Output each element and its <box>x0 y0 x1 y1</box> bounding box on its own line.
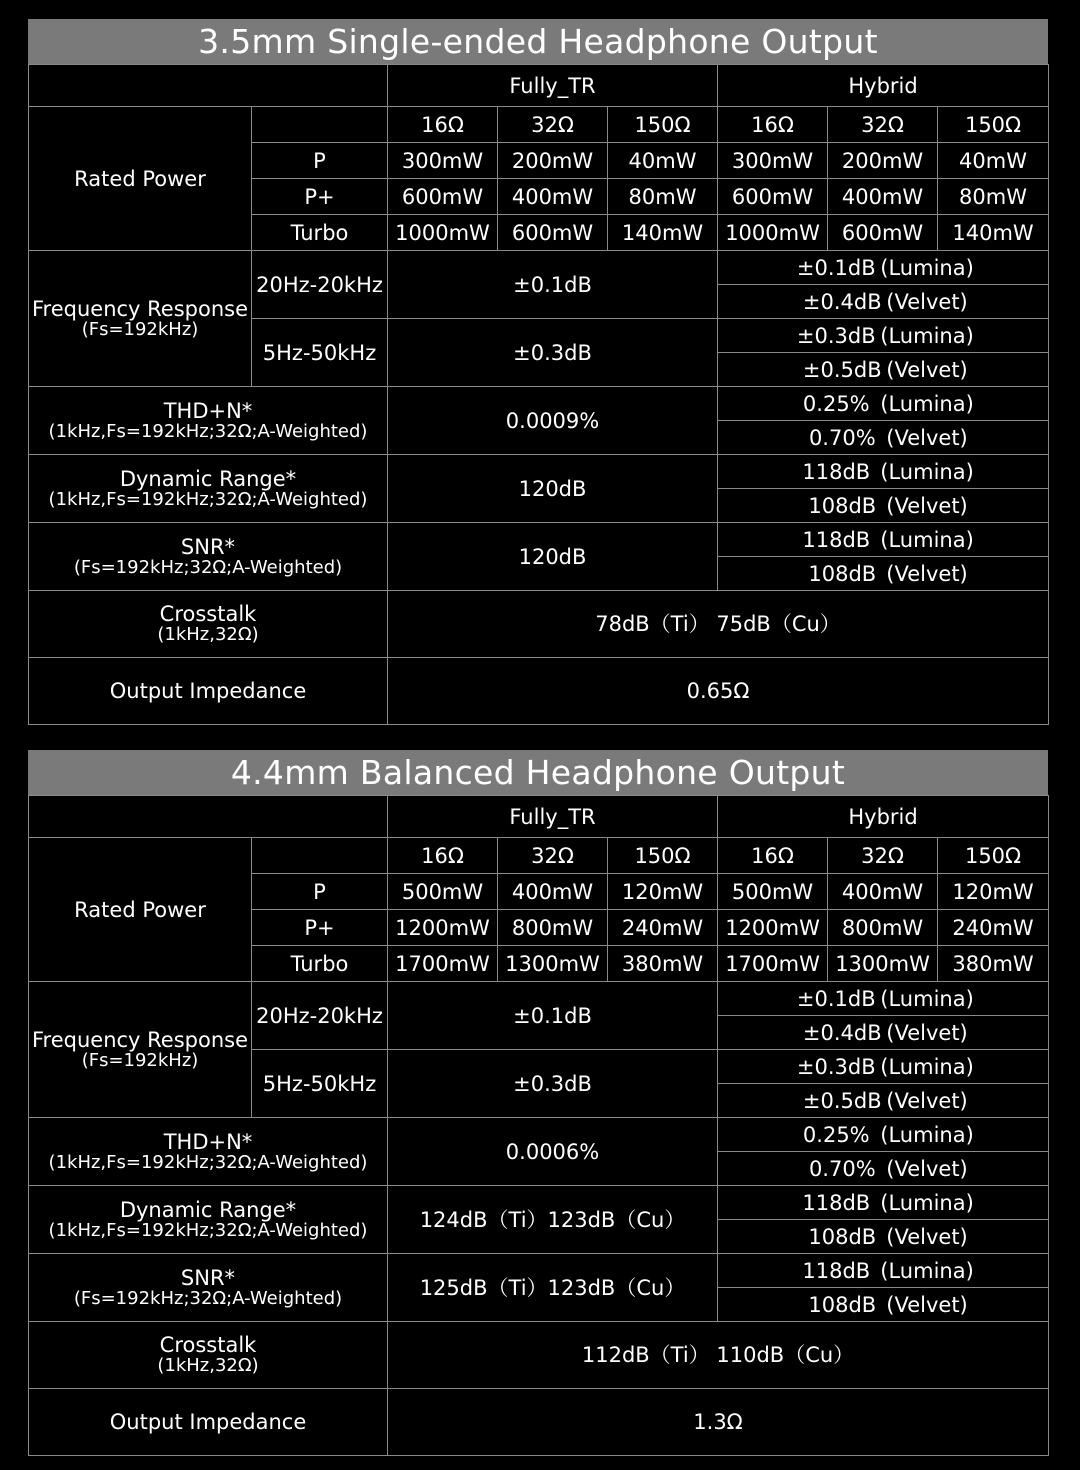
fully-tr-power-value: 200mW <box>498 143 608 179</box>
rated-power-label-cell <box>29 838 252 982</box>
table-row <box>29 65 1049 107</box>
frequency-response-label-cell <box>29 251 252 387</box>
table-row <box>29 523 1049 557</box>
fully-tr-power-value: 800mW <box>498 910 608 946</box>
rated-power-label: Rated Power <box>74 897 206 922</box>
hybrid-frequency-cell-note: (Velvet) <box>886 289 968 314</box>
empty-corner-cell <box>29 65 388 107</box>
table-row <box>29 1389 1049 1456</box>
load-header: 32Ω <box>498 107 608 143</box>
power-mode-label: P <box>252 143 388 179</box>
dynamic-range-label-cell <box>29 455 388 523</box>
output-impedance-value: 0.65Ω <box>388 658 1049 725</box>
fully-tr-thd-n-value: 0.0006% <box>388 1118 718 1186</box>
fully-tr-power-value: 240mW <box>608 910 718 946</box>
crosstalk-value: 78dB（Ti） 75dB（Cu） <box>388 591 1049 658</box>
hybrid-snr-cell-note: (Lumina) <box>880 1258 974 1283</box>
load-header: 16Ω <box>388 107 498 143</box>
frequency-response-label: Frequency Response <box>31 296 249 321</box>
frequency-response-label: Frequency Response <box>31 1027 249 1052</box>
hybrid-thd-n-cell-note: (Velvet) <box>886 1156 968 1181</box>
load-header: 150Ω <box>938 107 1049 143</box>
fully-tr-power-value: 40mW <box>608 143 718 179</box>
output-impedance-label-cell <box>29 1389 388 1456</box>
hybrid-dynamic-range-cell-value: 118dB <box>802 1190 871 1215</box>
hybrid-frequency-cell-note: (Lumina) <box>880 1054 974 1079</box>
hybrid-power-value: 600mW <box>718 179 828 215</box>
hybrid-dynamic-range-cell <box>718 455 1049 489</box>
hybrid-snr-cell-note: (Velvet) <box>886 1292 968 1317</box>
thd-n-conditions: (1kHz,Fs=192kHz;32Ω;A-Weighted) <box>48 1151 368 1173</box>
fully-tr-frequency-value: ±0.3dB <box>388 1050 718 1118</box>
fully-tr-power-value: 400mW <box>498 179 608 215</box>
table-row <box>29 251 1049 285</box>
frequency-range-label: 20Hz-20kHz <box>252 982 388 1050</box>
hybrid-frequency-cell-value: ±0.1dB <box>796 255 876 280</box>
dynamic-range-label-cell <box>29 1186 388 1254</box>
output-impedance-label: Output Impedance <box>109 679 307 703</box>
hybrid-frequency-cell <box>718 982 1049 1016</box>
hybrid-frequency-cell-note: (Velvet) <box>886 1020 968 1045</box>
hybrid-power-value: 80mW <box>938 179 1049 215</box>
hybrid-frequency-cell <box>718 319 1049 353</box>
dynamic-range-label: Dynamic Range* <box>119 1197 297 1222</box>
hybrid-power-value: 500mW <box>718 874 828 910</box>
load-header: 150Ω <box>608 107 718 143</box>
section-4-4mm <box>28 750 1048 1456</box>
load-header: 16Ω <box>718 838 828 874</box>
rated-power-label-cell <box>29 107 252 251</box>
hybrid-power-value: 400mW <box>828 874 938 910</box>
hybrid-power-value: 140mW <box>938 215 1049 251</box>
hybrid-thd-n-cell <box>718 421 1049 455</box>
fully-tr-thd-n-value: 0.0009% <box>388 387 718 455</box>
hybrid-snr-cell-value: 108dB <box>808 561 877 586</box>
table-row <box>29 658 1049 725</box>
hybrid-thd-n-cell-value: 0.25% <box>802 391 870 416</box>
hybrid-snr-cell-note: (Velvet) <box>886 561 968 586</box>
load-header: 150Ω <box>608 838 718 874</box>
output-impedance-value: 1.3Ω <box>388 1389 1049 1456</box>
thd-n-label-cell <box>29 387 388 455</box>
hybrid-thd-n-cell-note: (Lumina) <box>880 1122 974 1147</box>
hybrid-thd-n-cell-value: 0.70% <box>808 425 876 450</box>
table-row <box>29 1322 1049 1389</box>
hybrid-frequency-cell-value: ±0.4dB <box>802 1020 882 1045</box>
hybrid-dynamic-range-cell-note: (Velvet) <box>886 1224 968 1249</box>
power-mode-label: Turbo <box>252 946 388 982</box>
hybrid-dynamic-range-cell-value: 108dB <box>808 1224 877 1249</box>
hybrid-power-value: 240mW <box>938 910 1049 946</box>
hybrid-thd-n-cell <box>718 387 1049 421</box>
hybrid-power-value: 120mW <box>938 874 1049 910</box>
fully-tr-power-value: 1200mW <box>388 910 498 946</box>
power-mode-label: P <box>252 874 388 910</box>
dynamic-range-label: Dynamic Range* <box>119 466 297 491</box>
crosstalk-label-cell <box>29 591 388 658</box>
hybrid-power-value: 800mW <box>828 910 938 946</box>
power-mode-label: P+ <box>252 910 388 946</box>
hybrid-power-value: 200mW <box>828 143 938 179</box>
hybrid-snr-cell-value: 118dB <box>802 1258 871 1283</box>
fully-tr-frequency-value: ±0.1dB <box>388 251 718 319</box>
empty-mode-cell <box>252 838 388 874</box>
hybrid-frequency-cell-note: (Velvet) <box>886 1088 968 1113</box>
table-row <box>29 1118 1049 1152</box>
fully-tr-dynamic-range-value: 120dB <box>388 455 718 523</box>
hybrid-dynamic-range-cell-note: (Lumina) <box>880 459 974 484</box>
hybrid-frequency-cell-note: (Lumina) <box>880 986 974 1011</box>
crosstalk-label: Crosstalk <box>159 602 257 626</box>
hybrid-frequency-cell <box>718 1050 1049 1084</box>
frequency-response-conditions: (Fs=192kHz) <box>81 1049 199 1071</box>
fully-tr-power-value: 500mW <box>388 874 498 910</box>
crosstalk-conditions: (1kHz,32Ω) <box>157 1355 259 1376</box>
hybrid-power-value: 1300mW <box>828 946 938 982</box>
hybrid-frequency-cell-value: ±0.1dB <box>796 986 876 1011</box>
frequency-range-label: 20Hz-20kHz <box>252 251 388 319</box>
crosstalk-label: Crosstalk <box>159 1333 257 1357</box>
snr-label-cell <box>29 523 388 591</box>
hybrid-dynamic-range-cell-note: (Velvet) <box>886 493 968 518</box>
hybrid-power-value: 300mW <box>718 143 828 179</box>
group-header-hybrid: Hybrid <box>718 65 1049 107</box>
rated-power-label: Rated Power <box>74 166 206 191</box>
hybrid-dynamic-range-cell-note: (Lumina) <box>880 1190 974 1215</box>
group-header-fully-tr: Fully_TR <box>388 796 718 838</box>
fully-tr-frequency-value: ±0.1dB <box>388 982 718 1050</box>
thd-n-label: THD+N* <box>163 398 253 423</box>
hybrid-frequency-cell <box>718 353 1049 387</box>
snr-label: SNR* <box>180 534 236 559</box>
frequency-response-label-cell <box>29 982 252 1118</box>
hybrid-frequency-cell-note: (Lumina) <box>880 323 974 348</box>
hybrid-snr-cell-value: 108dB <box>808 1292 877 1317</box>
fully-tr-power-value: 120mW <box>608 874 718 910</box>
table-row <box>29 982 1049 1016</box>
hybrid-snr-cell-value: 118dB <box>802 527 871 552</box>
hybrid-frequency-cell-note: (Lumina) <box>880 255 974 280</box>
load-header: 32Ω <box>828 838 938 874</box>
hybrid-power-value: 1700mW <box>718 946 828 982</box>
hybrid-power-value: 1000mW <box>718 215 828 251</box>
fully-tr-snr-value: 120dB <box>388 523 718 591</box>
table-row <box>29 107 1049 143</box>
hybrid-power-value: 400mW <box>828 179 938 215</box>
load-header: 16Ω <box>718 107 828 143</box>
hybrid-frequency-cell-value: ±0.4dB <box>802 289 882 314</box>
fully-tr-frequency-value: ±0.3dB <box>388 319 718 387</box>
hybrid-snr-cell <box>718 557 1049 591</box>
dynamic-range-conditions: (1kHz,Fs=192kHz;32Ω;A-Weighted) <box>48 1219 368 1241</box>
hybrid-frequency-cell <box>718 1016 1049 1050</box>
frequency-response-conditions: (Fs=192kHz) <box>81 318 199 340</box>
hybrid-dynamic-range-cell <box>718 1220 1049 1254</box>
fully-tr-power-value: 140mW <box>608 215 718 251</box>
dynamic-range-conditions: (1kHz,Fs=192kHz;32Ω;A-Weighted) <box>48 488 368 510</box>
section-title: 4.4mm Balanced Headphone Output <box>28 750 1048 795</box>
table-row <box>29 1186 1049 1220</box>
table-row <box>29 1254 1049 1288</box>
hybrid-frequency-cell-value: ±0.3dB <box>796 323 876 348</box>
table-row <box>29 796 1049 838</box>
group-header-fully-tr: Fully_TR <box>388 65 718 107</box>
load-header: 16Ω <box>388 838 498 874</box>
fully-tr-power-value: 80mW <box>608 179 718 215</box>
fully-tr-power-value: 300mW <box>388 143 498 179</box>
table-row <box>29 455 1049 489</box>
section-title: 3.5mm Single-ended Headphone Output <box>28 19 1048 64</box>
fully-tr-snr-value: 125dB（Ti）123dB（Cu） <box>388 1254 718 1322</box>
hybrid-frequency-cell-note: (Velvet) <box>886 357 968 382</box>
hybrid-snr-cell <box>718 1254 1049 1288</box>
frequency-range-label: 5Hz-50kHz <box>252 1050 388 1118</box>
hybrid-thd-n-cell-value: 0.70% <box>808 1156 876 1181</box>
hybrid-dynamic-range-cell-value: 108dB <box>808 493 877 518</box>
fully-tr-power-value: 1000mW <box>388 215 498 251</box>
spec-table <box>28 64 1049 725</box>
empty-mode-cell <box>252 107 388 143</box>
hybrid-dynamic-range-cell <box>718 489 1049 523</box>
power-mode-label: Turbo <box>252 215 388 251</box>
hybrid-thd-n-cell-note: (Velvet) <box>886 425 968 450</box>
table-row <box>29 591 1049 658</box>
section-3-5mm <box>28 19 1048 725</box>
fully-tr-power-value: 400mW <box>498 874 608 910</box>
hybrid-frequency-cell-value: ±0.5dB <box>802 357 882 382</box>
fully-tr-power-value: 380mW <box>608 946 718 982</box>
fully-tr-power-value: 600mW <box>498 215 608 251</box>
hybrid-frequency-cell-value: ±0.5dB <box>802 1088 882 1113</box>
load-header: 32Ω <box>498 838 608 874</box>
spec-table <box>28 795 1049 1456</box>
hybrid-thd-n-cell-value: 0.25% <box>802 1122 870 1147</box>
hybrid-snr-cell <box>718 523 1049 557</box>
hybrid-dynamic-range-cell <box>718 1186 1049 1220</box>
snr-label-cell <box>29 1254 388 1322</box>
fully-tr-power-value: 1700mW <box>388 946 498 982</box>
empty-corner-cell <box>29 796 388 838</box>
group-header-hybrid: Hybrid <box>718 796 1049 838</box>
table-row <box>29 838 1049 874</box>
thd-n-label-cell <box>29 1118 388 1186</box>
thd-n-label: THD+N* <box>163 1129 253 1154</box>
hybrid-frequency-cell <box>718 251 1049 285</box>
fully-tr-power-value: 600mW <box>388 179 498 215</box>
load-header: 150Ω <box>938 838 1049 874</box>
load-header: 32Ω <box>828 107 938 143</box>
power-mode-label: P+ <box>252 179 388 215</box>
hybrid-snr-cell <box>718 1288 1049 1322</box>
hybrid-dynamic-range-cell-value: 118dB <box>802 459 871 484</box>
fully-tr-power-value: 1300mW <box>498 946 608 982</box>
output-impedance-label-cell <box>29 658 388 725</box>
hybrid-thd-n-cell-note: (Lumina) <box>880 391 974 416</box>
hybrid-frequency-cell-value: ±0.3dB <box>796 1054 876 1079</box>
frequency-range-label: 5Hz-50kHz <box>252 319 388 387</box>
crosstalk-value: 112dB（Ti） 110dB（Cu） <box>388 1322 1049 1389</box>
hybrid-power-value: 40mW <box>938 143 1049 179</box>
hybrid-frequency-cell <box>718 285 1049 319</box>
hybrid-thd-n-cell <box>718 1118 1049 1152</box>
output-impedance-label: Output Impedance <box>109 1410 307 1434</box>
fully-tr-dynamic-range-value: 124dB（Ti）123dB（Cu） <box>388 1186 718 1254</box>
snr-conditions: (Fs=192kHz;32Ω;A-Weighted) <box>73 1287 343 1309</box>
snr-label: SNR* <box>180 1265 236 1290</box>
hybrid-power-value: 1200mW <box>718 910 828 946</box>
hybrid-power-value: 600mW <box>828 215 938 251</box>
hybrid-frequency-cell <box>718 1084 1049 1118</box>
hybrid-thd-n-cell <box>718 1152 1049 1186</box>
hybrid-snr-cell-note: (Lumina) <box>880 527 974 552</box>
thd-n-conditions: (1kHz,Fs=192kHz;32Ω;A-Weighted) <box>48 420 368 442</box>
crosstalk-label-cell <box>29 1322 388 1389</box>
snr-conditions: (Fs=192kHz;32Ω;A-Weighted) <box>73 556 343 578</box>
hybrid-power-value: 380mW <box>938 946 1049 982</box>
crosstalk-conditions: (1kHz,32Ω) <box>157 624 259 645</box>
table-row <box>29 387 1049 421</box>
